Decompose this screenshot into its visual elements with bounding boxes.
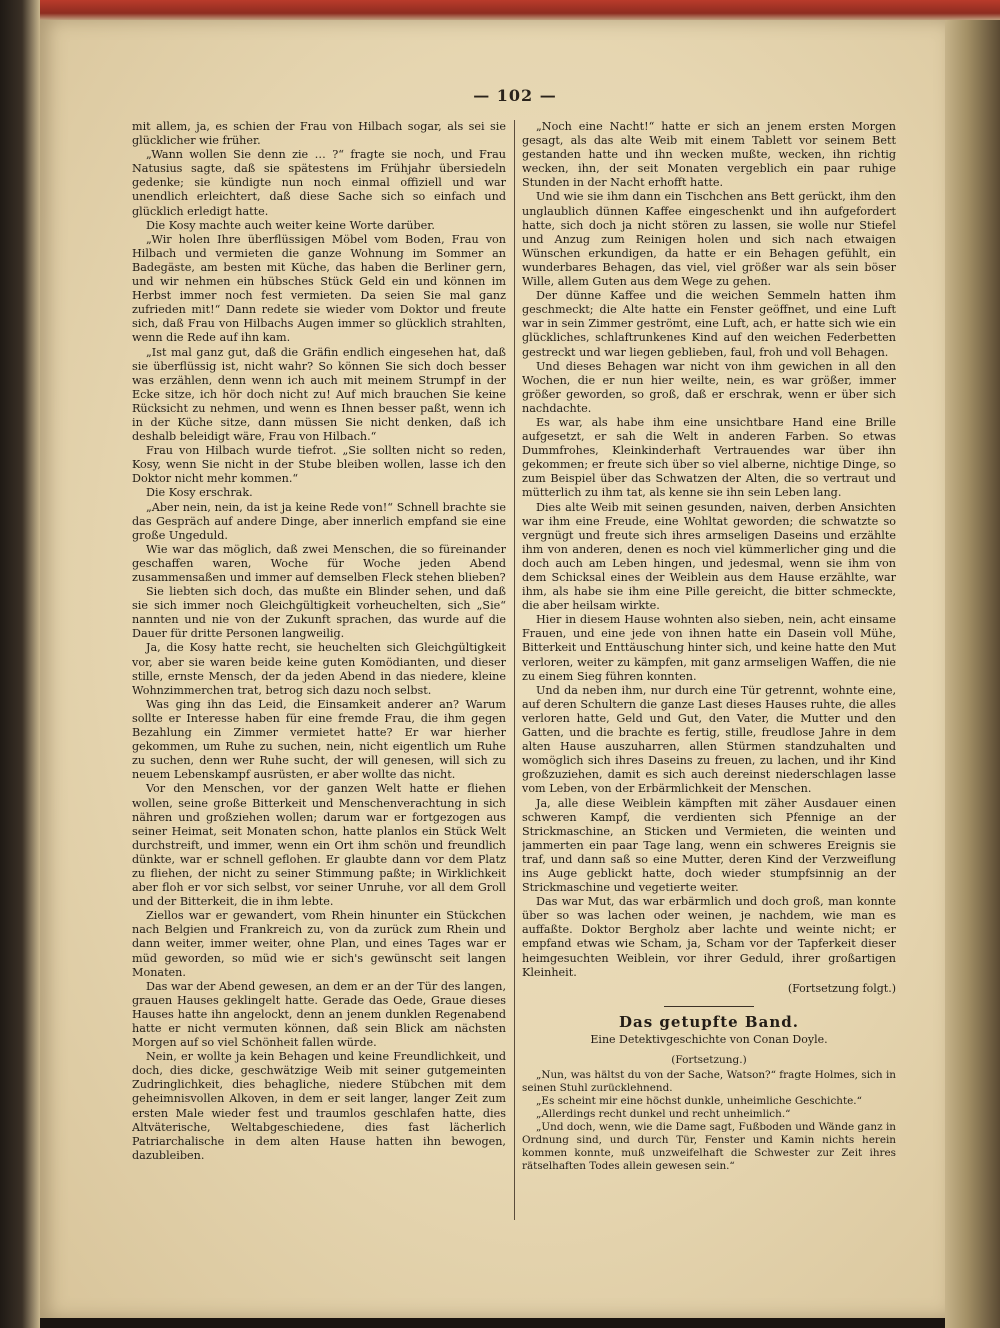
- paragraph: Vor den Menschen, vor der ganzen Welt hatte er fliehen wollen, seine große Bitterkeit und Menschenverachtung in sich nähren und großziehen wollen; darum war er fortgezogen aus seiner Heimat, seit Monaten schon, hatte planlos ein Stück Welt durchstreift, und immer, wenn ein Ort ihm schön und freundlich dünkte, war er schnell geflohen. Er glaubte dann vor dem Platz zu fliehen, der nicht zu seiner Stimmung paßte; in Wirklichkeit aber floh er vor sich selbst, vor seiner Unruhe, vor all dem Groll und der Bitterkeit, die in ihm lebte.: [132, 782, 506, 909]
- paragraph: „Wir holen Ihre überflüssigen Möbel vom Boden, Frau von Hilbach und vermieten die ganze Wohnung im Sommer an Badegäste, am besten mit Küche, das haben die Berliner gern, und wir nehmen ein hübsches Stück Geld ein und können im Herbst immer noch fest vermieten. Da seien Sie mal ganz zufrieden mit!“ Dann redete sie wieder vom Doktor und freute sich, daß Frau von Hilbachs Augen immer so glücklich strahlten, wenn die Rede auf ihn kam.: [132, 232, 506, 345]
- paragraph: Ja, die Kosy hatte recht, sie heuchelten sich Gleichgültigkeit vor, aber sie waren beide keine guten Komödianten, und dieser stille, ernste Mensch, der da jeden Abend in das niedere, kleine Wohnzimmerchen trat, betrog sich dazu noch selbst.: [132, 641, 506, 697]
- paragraph: Was ging ihn das Leid, die Einsamkeit anderer an? Warum sollte er Interesse haben für eine fremde Frau, die ihm gegen Bezahlung ein Zimmer vermietet hatte? Er war hierher gekommen, um Ruhe zu suchen, nein, nicht eigentlich um Ruhe zu suchen, denn wer Ruhe sucht, der will genesen, will sich zu neuem Lebenskampf ausrüsten, er aber wollte das nicht.: [132, 697, 506, 782]
- paragraph: Und da neben ihm, nur durch eine Tür getrennt, wohnte eine, auf deren Schultern die ganze Last dieses Hauses ruhte, die alles verloren hatte, Geld und Gut, den Vater, die Mutter und den Gatten, und die brachte es fertig, stille, freudlose Jahre in dem alten Hause auszuharren, allen Stürmen standzuhalten und womöglich sich ihres Daseins zu freuen, zu lachen, und ihr Kind großzuziehen, damit es sich auch dereinst niederschlagen lasse vom Leben, von der Erbärmlichkeit der Menschen.: [522, 683, 896, 796]
- book-page-edges: [945, 20, 1000, 1328]
- story-title: Das getupfte Band.: [619, 1012, 799, 1031]
- paragraph: „Es scheint mir eine höchst dunkle, unheimliche Geschichte.“: [536, 1095, 862, 1108]
- column-divider: [514, 120, 515, 1220]
- paragraph: Nein, er wollte ja kein Behagen und keine Freundlichkeit, und doch, dies dicke, geschwätzige Weib mit seiner gutgemeinten Zudringlichkeit, dies behagliche, niedere Stübchen mit dem geheimnisvollen Alkoven, in dem er seit langer, langer Zeit zum ersten Male wieder fest und traumlos geschlafen hatte, dies Altväterische, Weltabgeschiedene, dies fast lächerlich Patriarchalische in dem alten Hause hatten ihn bewogen, dazubleiben.: [132, 1050, 506, 1162]
- paragraph: „Ist mal ganz gut, daß die Gräfin endlich eingesehen hat, daß sie überflüssig ist, nicht wahr? So können Sie sich doch besser was erzählen, denn wenn ich auch mit meinem Strumpf in der Ecke sitze, ich hör doch nicht zu! Auf mich brauchen Sie keine Rücksicht zu nehmen, und wenn es Ihnen besser paßt, wenn ich in der Küche sitze, dann müssen Sie nicht denken, daß ich deshalb beleidigt wäre, Frau von Hilbach.“: [132, 345, 506, 444]
- right-column: [522, 120, 896, 1230]
- paragraph: „Und doch, wenn, wie die Dame sagt, Fußboden und Wände ganz in Ordnung sind, und durch Tür, Fenster und Kamin nichts herein kommen konnte, muß unzweifelhaft die Schwester zur Zeit ihres rätselhaften Todes allein gewesen sein.“: [522, 1121, 896, 1173]
- paragraph: Dies alte Weib mit seinen gesunden, naiven, derben Ansichten war ihm eine Freude, eine Wohltat geworden; die schwatzte so vergnügt und freute sich ihres armseligen Daseins und erzählte ihm von anderen, denen es noch viel kümmerlicher ging und die doch auch am Leben hingen, und jedesmal, wenn sie ihm von dem Schicksal eines der Weiblein aus dem Hause erzählte, war ihm, als habe sie ihm eine Pille gereicht, die bitter schmeckte, die aber heilsam wirkte.: [522, 500, 896, 613]
- paragraph: Das war der Abend gewesen, an dem er an der Tür des langen, grauen Hauses geklingelt hatte. Gerade das Oede, Graue dieses Hauses hatte ihn angelockt, denn an jenem dunklen Regenabend hatte er nicht vermuten können, daß sein Blick am nächsten Morgen auf so viel Schönheit fallen würde.: [132, 979, 506, 1050]
- continued-note: (Fortsetzung folgt.): [787, 981, 896, 995]
- left-column: [132, 120, 506, 1230]
- paragraph: Sie liebten sich doch, das mußte ein Blinder sehen, und daß sie sich immer noch Gleichgültigkeit vorheuchelten, sich „Sie“ nannten und nie von der Zukunft sprachen, das wurde auf die Dauer für dritte Personen langweilig.: [132, 585, 506, 641]
- paragraph: Und dieses Behagen war nicht von ihm gewichen in all den Wochen, die er nun hier weilte, nein, es war größer, immer größer geworden, so groß, daß er erschrak, wenn er über sich nachdachte.: [522, 359, 896, 415]
- paragraph: „Allerdings recht dunkel und recht unheimlich.“: [536, 1108, 791, 1121]
- section-divider: [664, 1006, 754, 1007]
- page-number: — 102 —: [473, 86, 557, 105]
- paragraph: „Nun, was hältst du von der Sache, Watson?“ fragte Holmes, sich in seinen Stuhl zurücklehnend.: [522, 1069, 896, 1095]
- paragraph: Der dünne Kaffee und die weichen Semmeln hatten ihm geschmeckt; die Alte hatte ein Fenster geöffnet, und eine Luft war in sein Zimmer geströmt, eine Luft, ach, er hatte sich wie ein glückliches, schlaftrunkenes Kind auf den weichen Federbetten gestreckt und war liegen geblieben, faul, froh und voll Behagen.: [522, 289, 896, 359]
- paragraph: Frau von Hilbach wurde tiefrot. „Sie sollten nicht so reden, Kosy, wenn Sie nicht in der Stube bleiben wollen, lasse ich den Doktor nicht mehr kommen.“: [132, 444, 506, 486]
- paragraph: Die Kosy machte auch weiter keine Worte darüber.: [146, 218, 435, 232]
- paragraph: Die Kosy erschrak.: [146, 486, 253, 500]
- paragraph: Ja, alle diese Weiblein kämpften mit zäher Ausdauer einen schweren Kampf, die verdienten sich Pfennige an der Strickmaschine, an Sticken und Vermieten, die weinten und jammerten ein paar Tage lang, wenn ein schweres Ereignis sie traf, und dann saß so eine Mutter, deren Kind der Verzweiflung ins Auge geblickt hatte, doch wieder stumpfsinnig an der Strickmaschine und vegetierte weiter.: [522, 796, 896, 895]
- paragraph: Das war Mut, das war erbärmlich und doch groß, man konnte über so was lachen oder weinen, je nachdem, wie man es auffaßte. Doktor Bergholz aber lachte und weinte nicht; er empfand etwas wie Scham, ja, Scham vor der Tapferkeit dieser heimgesuchten Weiblein, vor ihrer Geduld, ihrer großartigen Kleinheit.: [522, 895, 896, 979]
- paragraph: „Aber nein, nein, da ist ja keine Rede von!“ Schnell brachte sie das Gespräch auf andere Dinge, aber innerlich empfand sie eine große Ungeduld.: [132, 500, 506, 542]
- story-subtitle: Eine Detektivgeschichte von Conan Doyle.: [590, 1032, 828, 1046]
- book-binding: [0, 0, 40, 1328]
- story-continuation: (Fortsetzung.): [671, 1054, 747, 1066]
- paragraph: „Wann wollen Sie denn zie … ?“ fragte sie noch, und Frau Natusius sagte, daß sie spätestens im Frühjahr übersiedeln gedenke; sie kündigte nun noch einmal offiziell und war unendlich erleichtert, daß diese Sache sich so einfach und glücklich erledigt hatte.: [132, 148, 506, 218]
- paragraph: Hier in diesem Hause wohnten also sieben, nein, acht einsame Frauen, und eine jede von ihnen hatte ein Dasein voll Mühe, Bitterkeit und Enttäuschung hinter sich, und keine hatte den Mut verloren, weiter zu kämpfen, mit ganz armseligen Waffen, die nie zu einem Sieg führen konnten.: [522, 613, 896, 683]
- paragraph: Und wie sie ihm dann ein Tischchen ans Bett gerückt, ihm den unglaublich dünnen Kaffee eingeschenkt und ihn aufgefordert hatte, sich doch ja nicht stören zu lassen, sie wolle nur Stiefel und Anzug zum Reinigen holen und sich nach etwaigen Wünschen erkundigen, da hatte er ein Behagen gefühlt, ein wunderbares Behagen, das viel, viel größer war als sein böser Wille, allem Guten aus dem Wege zu gehen.: [522, 190, 896, 289]
- paragraph: Ziellos war er gewandert, vom Rhein hinunter ein Stückchen nach Belgien und Frankreich zu, von da zurück zum Rhein und dann weiter, immer weiter, ohne Plan, und eines Tages war er müd geworden, so müd wie er sich's gewünscht seit langen Monaten.: [132, 909, 506, 979]
- paragraph: Es war, als habe ihm eine unsichtbare Hand eine Brille aufgesetzt, er sah die Welt in anderen Farben. So etwas Dummfrohes, Kleinkinderhaft Vertrauendes war über ihn gekommen; er freute sich über so viel alberne, nichtige Dinge, so zum Beispiel über das Schwatzen der Alten, die so vertraut und mütterlich zu ihm tat, als kenne sie ihn sein Leben lang.: [522, 415, 896, 500]
- story-body: [522, 1069, 896, 1173]
- book-top-edge: [40, 0, 1000, 22]
- paragraph: „Noch eine Nacht!“ hatte er sich an jenem ersten Morgen gesagt, als das alte Weib mit einem Tablett vor seinem Bett gestanden hatte und ihn wecken mußte, wecken, ihn richtig wecken, ihn, der seit Monaten vergeblich ein paar ruhige Stunden in der Nacht erhofft hatte.: [522, 120, 896, 190]
- paragraph: mit allem, ja, es schien der Frau von Hilbach sogar, als sei sie glücklicher wie früher.: [132, 120, 506, 148]
- paragraph: Wie war das möglich, daß zwei Menschen, die so füreinander geschaffen waren, Woche für Woche jeden Abend zusammensaßen und immer auf demselben Fleck stehen blieben?: [132, 542, 506, 584]
